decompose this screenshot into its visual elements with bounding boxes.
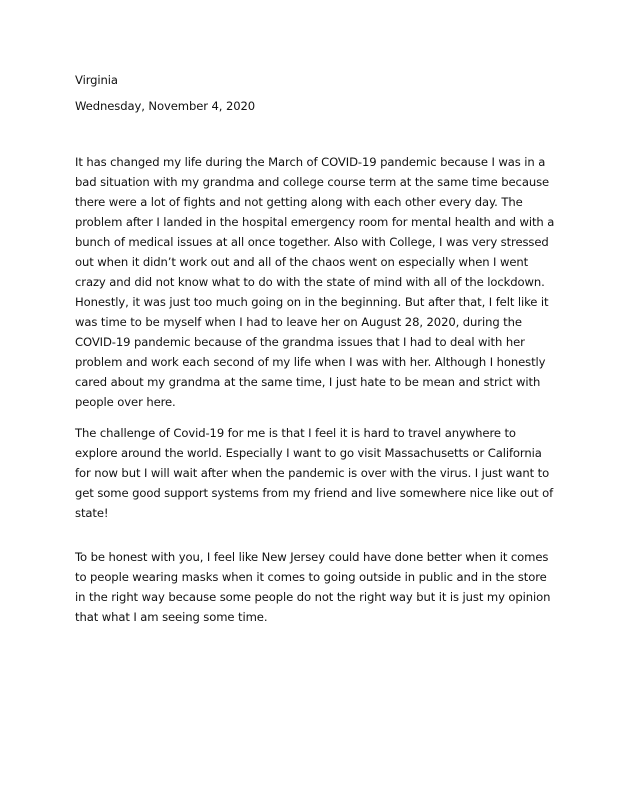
body-paragraph-1: It has changed my life during the March of COVID-19 pandemic because I was in a bad situation with my grandma and college course term at the same time because there were a lot of fights and not getting along with each other every day. The problem after I landed in the hospital emergency room for mental health and with a bunch of medical issues at all once together. Also with College, I was very stressed out when it didn’t work out and all of the chaos went on especially when I went crazy and did not know what to do with the state of mind with all of the lockdown. Honestly, it was just too much going on in the beginning. But after that, I felt like it was time to be myself when I had to leave her on August 28, 2020, during the COVID-19 pandemic because of the grandma issues that I had to deal with her problem and work each second of my life when I was with her. Although I honestly cared about my grandma at the same time, I just hate to be mean and strict with people over here.: [75, 155, 555, 409]
document-date: Wednesday, November 4, 2020: [75, 99, 256, 113]
author-name: Virginia: [75, 73, 118, 87]
body-paragraph-3: To be honest with you, I feel like New Jersey could have done better when it comes to people wearing masks when it comes to going outside in public and in the store in the right way because some people do not the right way but it is just my opinion that what I am seeing some time.: [75, 550, 551, 624]
body-paragraph-2: The challenge of Covid-19 for me is that I feel it is hard to travel anywhere to explore around the world. Especially I want to go visit Massachusetts or California for now but I will wait after when the pandemic is over with the virus. I just want to get some good support systems from my friend and live somewhere nice like out of state!: [75, 426, 554, 520]
